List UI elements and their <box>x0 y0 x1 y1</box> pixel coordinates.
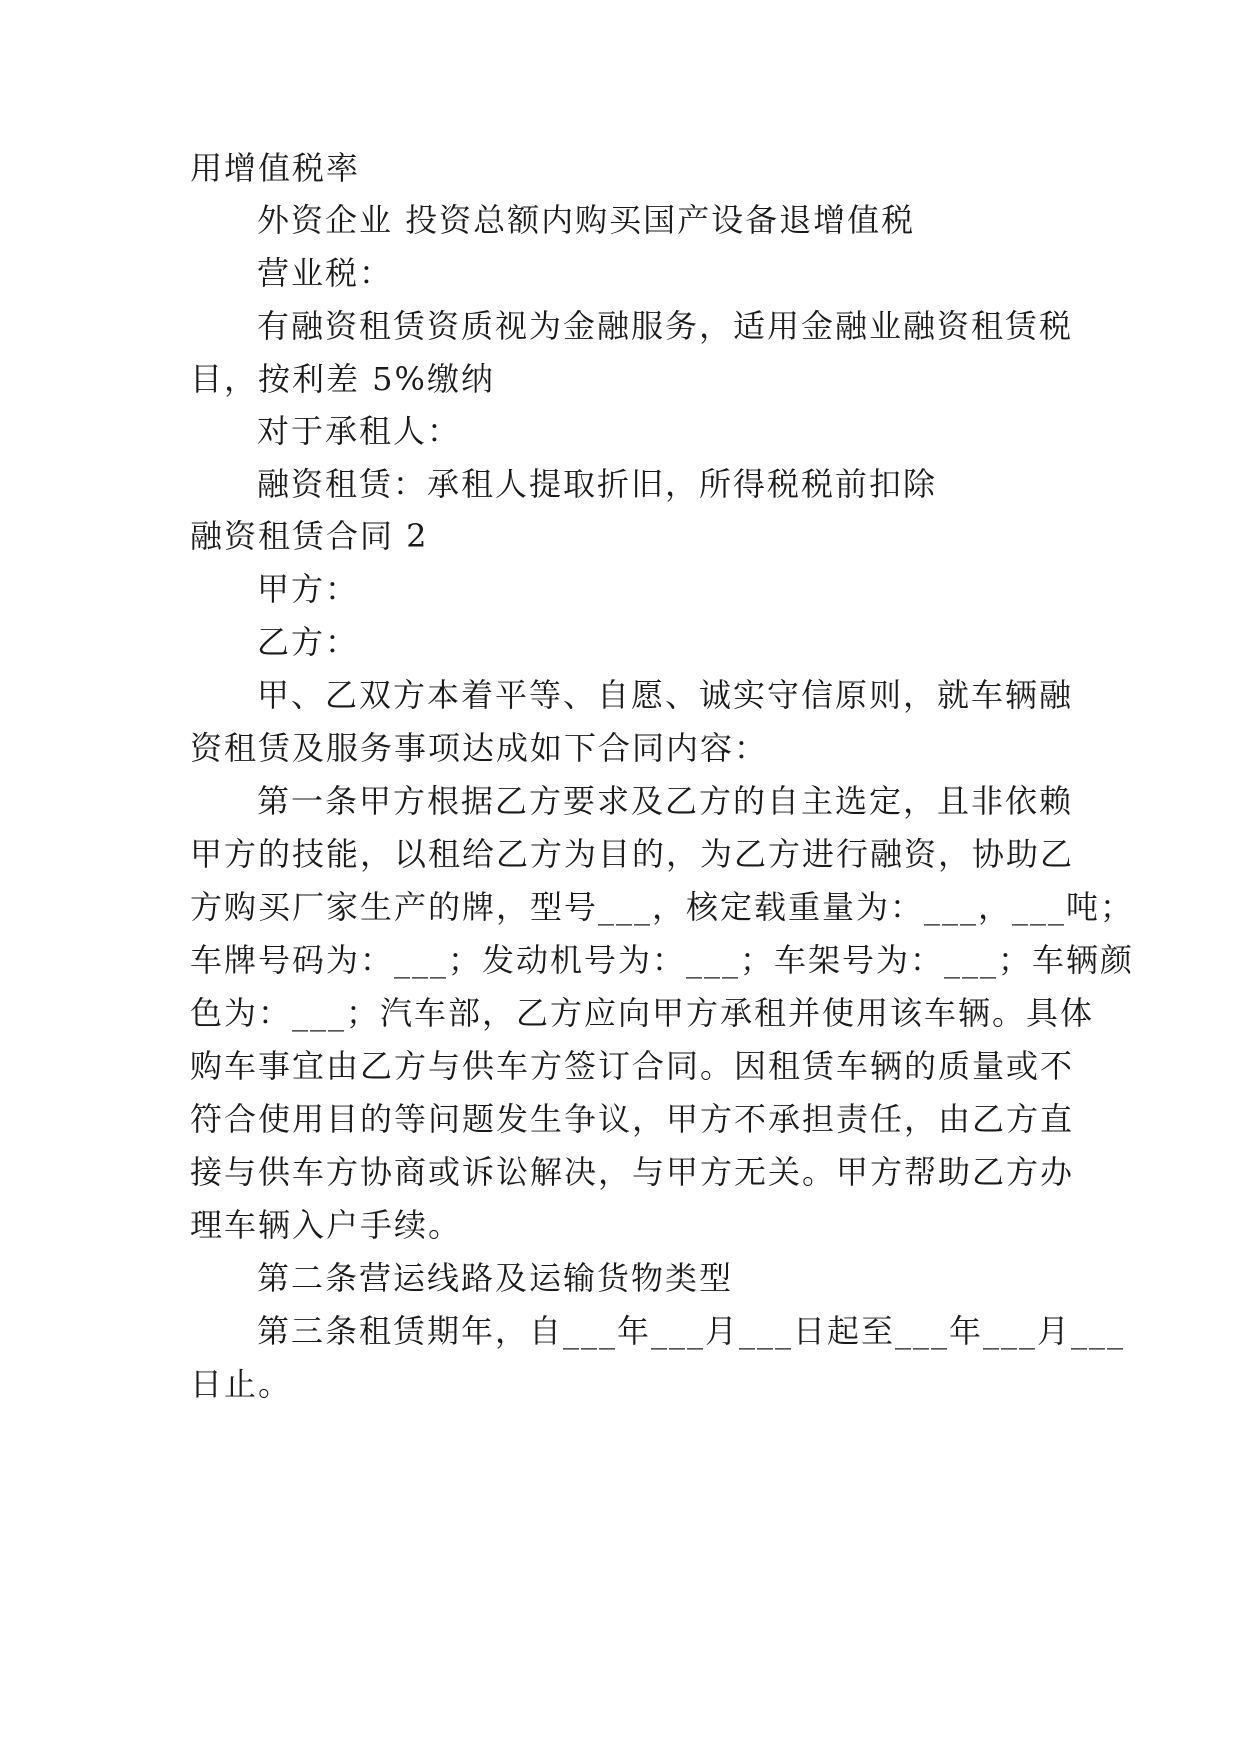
paragraph-line: 外资企业 投资总额内购买国产设备退增值税 <box>257 201 916 239</box>
paragraph-line: 资租赁及服务事项达成如下合同内容： <box>190 729 769 767</box>
paragraph-line: 用增值税率 <box>190 149 361 187</box>
paragraph-line: 理车辆入户手续。 <box>190 1206 463 1244</box>
paragraph-line: 色为：___；汽车部，乙方应向甲方承租并使用该车辆。具体 <box>190 994 1095 1032</box>
paragraph-line: 目，按利差 5%缴纳 <box>190 360 495 398</box>
paragraph-line: 车牌号码为：___；发动机号为：___；车架号为：___；车辆颜 <box>190 941 1135 979</box>
paragraph-line: 第二条营运线路及运输货物类型 <box>257 1259 734 1297</box>
paragraph-line: 方购买厂家生产的牌，型号___，核定载重量为：___，___吨； <box>190 888 1135 926</box>
section-title: 融资租赁合同 2 <box>190 517 429 555</box>
paragraph-line: 融资租赁：承租人提取折旧，所得税税前扣除 <box>257 465 938 503</box>
paragraph-line: 甲、乙双方本着平等、自愿、诚实守信原则，就车辆融 <box>257 676 1074 714</box>
paragraph-line: 日止。 <box>190 1365 293 1403</box>
party-a-label: 甲方： <box>257 570 360 608</box>
paragraph-line: 第三条租赁期年，自___年___月___日起至___年___月___ <box>257 1312 1126 1350</box>
paragraph-line: 甲方的技能，以租给乙方为目的，为乙方进行融资，协助乙 <box>190 835 1075 873</box>
paragraph-line: 营业税： <box>257 254 394 292</box>
paragraph-line: 接与供车方协商或诉讼解决，与甲方无关。甲方帮助乙方办 <box>190 1153 1075 1191</box>
paragraph-line: 购车事宜由乙方与供车方签订合同。因租赁车辆的质量或不 <box>190 1047 1075 1085</box>
paragraph-line: 符合使用目的等问题发生争议，甲方不承担责任，由乙方直 <box>190 1100 1075 1138</box>
paragraph-line: 有融资租赁资质视为金融服务，适用金融业融资租赁税 <box>257 307 1074 345</box>
paragraph-line: 第一条甲方根据乙方要求及乙方的自主选定，且非依赖 <box>257 782 1074 820</box>
party-b-label: 乙方： <box>257 623 360 661</box>
paragraph-line: 对于承租人： <box>257 412 462 450</box>
